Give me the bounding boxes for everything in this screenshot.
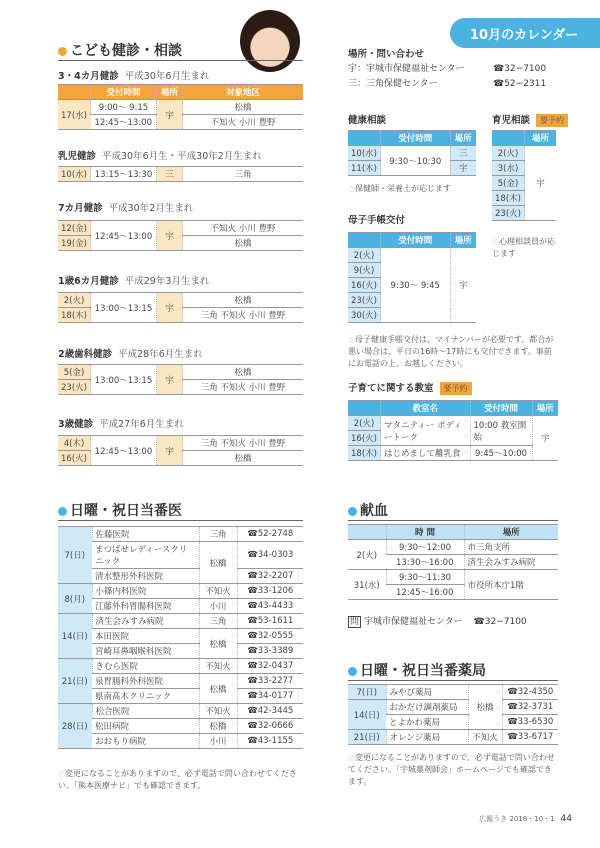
kenketsu-contact: 問 宇城市保健福祉センター ☎32−7100 bbox=[350, 617, 527, 627]
y16-heading: 1歳6カ月健診 平成29年3月生まれ bbox=[58, 276, 210, 287]
toban-note: ◎ 変更になることがありますので、必ず電話で問い合わせてください。「熊本医療ナビ」でも確認できます。 bbox=[58, 768, 303, 792]
kenketsu-title: 献血 bbox=[348, 500, 388, 520]
s34-table: 受付時間 場所 対象地区 17(水) 9:00〜 9:15 宇 松橋 12:45〜13:00 不知火 小川 豊野 bbox=[58, 84, 303, 130]
y3-table: 4(木) 12:45〜13:00 宇 三角 不知火 小川 豊野 16(火) 松橋 bbox=[58, 435, 303, 466]
y16-table: 2(火) 13:00〜13:15 宇 松橋 18(木) 三角 不知火 小川 豊野 bbox=[58, 292, 303, 323]
toban-date: 7(日) bbox=[58, 527, 92, 584]
yakkyoku-table: 7(日) みやび薬局 松橋 ☎32-4350 14(日) おかだけ調剤薬局 ☎32-3731 とよかわ薬局 ☎33-6530 21(日) オレンジ薬局 不知火 ☎33-6717 bbox=[348, 684, 558, 745]
kenketsu-table: 時 間 場所 2(火) 9:30〜12:00 市三角支所 13:30〜16:00 済生会みすみ病院 31(水) 9:30〜11:30 市役所本庁1階 12:45〜16:00 bbox=[348, 524, 558, 600]
yakkyoku-title: 日曜・祝日当番薬局 bbox=[348, 660, 486, 680]
y3-heading: 3歳健診 平成27年6月生まれ bbox=[58, 419, 184, 430]
kenko-table: 受付時間 場所 10(水) 9:30〜10:30 三 11(木) 宇 bbox=[348, 130, 476, 176]
m7-table: 12(金) 12:45〜13:00 宇 不知火 小川 豊野 19(金) 松橋 bbox=[58, 220, 303, 251]
boshi-table: 受付時間 場所 2(火) 9:30〜 9:45 宇 9(火) 16(火) 23(火) 30(火) bbox=[348, 232, 476, 323]
nyuji-heading: 乳児健診 平成30年6月生・平成30年2月生まれ bbox=[58, 151, 262, 162]
toban-title: 日曜・祝日当番医 bbox=[58, 500, 182, 520]
toiawase-icon: 問 bbox=[350, 617, 360, 627]
y2-heading: 2歳歯科健診 平成28年6月生まれ bbox=[58, 349, 203, 360]
kyoshitsu-table: 教室名 受付時間 場所 2(火) マタニティー ボディートーク 10:00 教室開始 宇 16(火) 18(木) はじめまして離乳食 9:45〜10:00 bbox=[348, 400, 558, 461]
kids-title: こども健診・相談 bbox=[58, 40, 182, 60]
calendar-tab: 10月のカレンダー bbox=[450, 18, 600, 48]
footer: 広報うき 2018・10・1 44 bbox=[479, 814, 572, 824]
boshi-note: ◎ 母子健康手帳交付は、マイナンバーが必要です。都合が悪い場合は、平日の16時〜17時にも交付できます。事前にお電話の上、お越しください。 bbox=[348, 334, 558, 370]
kyoshitsu-title: 子育てに関する教室 要予約 bbox=[348, 380, 472, 395]
kenko-title: 健康相談 bbox=[348, 115, 387, 126]
y2-table: 5(金) 13:00〜13:15 宇 松橋 23(火) 三角 不知火 小川 豊野 bbox=[58, 364, 303, 395]
boshi-title: 母子手帳交付 bbox=[348, 215, 406, 226]
child-photo bbox=[240, 10, 300, 72]
toban-table: 7(日) 佐藤医院 三角 ☎52-2748 まつばせレディースクリニック 松橋 ☎34-0303 清水整形外科医院 ☎32-2207 8(月) 小篠内科医院 不知火 ☎33-1206 江藤外科胃腸科医院 小川 ☎43-4433 14(日) 済生会みすみ病院 三角 ☎53-1611 本田医院 松橋 ☎32-0555 宮崎耳鼻咽喉科医院 ☎33-3389 21(日) きむら医院 不知火 ☎32-0437 泉胃腸科外科医院 松橋 ☎33-2277 県南髙木クリニック ☎34-0177 28(日) 松合医院 不知火 ☎42-3445 松田病院 松橋 ☎32-0666 おおもり病院 小川 ☎43-1155 bbox=[58, 526, 303, 749]
ikuji-table: 場所 2(火) 宇 3(水) 5(金) 18(木) 23(火) bbox=[492, 130, 556, 221]
contact-list: 宇：宇城市保健福祉センター ☎32−7100 三：三角保健センター ☎52−2311 bbox=[348, 64, 547, 89]
yakkyoku-note: ◎ 変更になることがありますので、必ず電話で問い合わせてください。「宇城薬剤師会」ホームページでも確認できます。 bbox=[348, 752, 558, 788]
kenko-note: ◎ 保健師・栄養士が応じます bbox=[348, 183, 451, 195]
m7-heading: 7カ月健診 平成30年2月生まれ bbox=[58, 203, 194, 214]
contact-title: 場所・問い合わせ bbox=[348, 49, 425, 60]
ikuji-note: ◎ 心理相談員が応じます bbox=[492, 236, 562, 260]
s34-heading: 3・4カ月健診 平成30年6月生まれ bbox=[58, 71, 210, 82]
ikuji-title: 育児相談 要予約 bbox=[492, 112, 568, 127]
nyuji-table: 10(水) 13:15〜13:30 三 三角 bbox=[58, 166, 303, 182]
